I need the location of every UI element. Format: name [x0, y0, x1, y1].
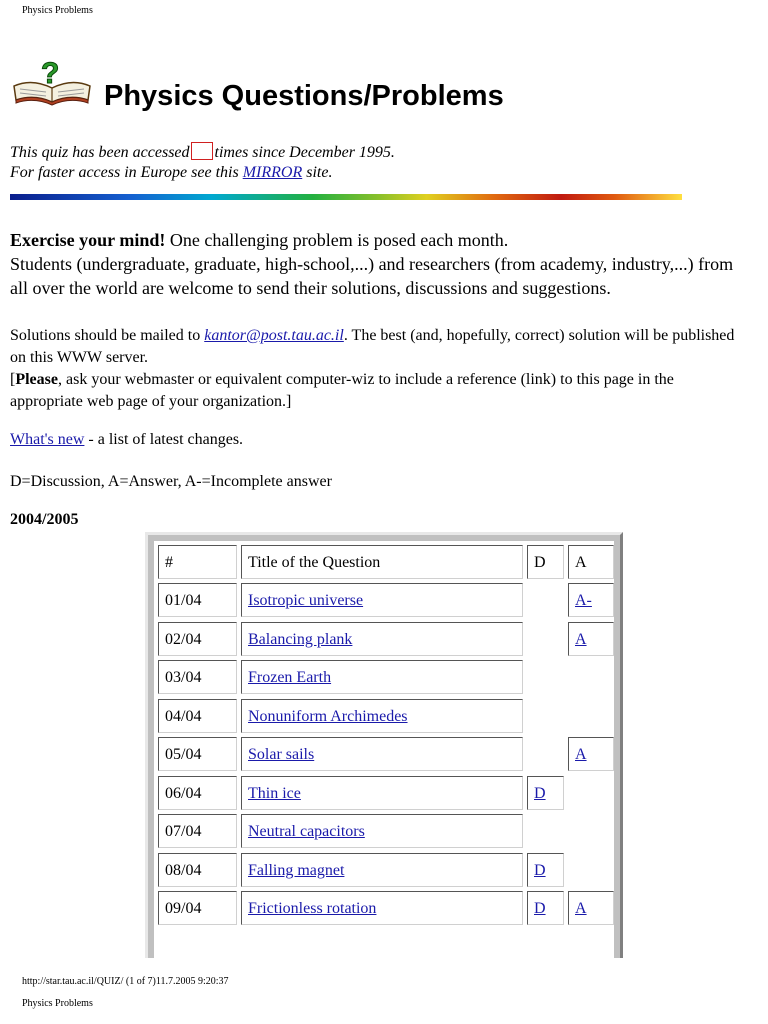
- access-suffix: times since December 1995.: [214, 144, 395, 161]
- email-link[interactable]: kantor@post.tau.ac.il: [204, 327, 344, 344]
- mail-suffix: . The best (and, hopefully, correct) solution will be published on this WWW server.: [10, 327, 735, 366]
- title-area: [10, 56, 750, 116]
- intro-paragraph: Students (undergraduate, graduate, high-school,...) and researchers (from academy, industry,...) from all over the world are welcome to send their solutions, discussions and suggestions.: [10, 254, 734, 298]
- row-title: [241, 776, 523, 810]
- row-title: [241, 699, 523, 733]
- mirror-suffix: site.: [306, 164, 333, 181]
- hit-counter-image: [191, 142, 213, 160]
- mirror-prefix: For faster access in Europe see this: [10, 164, 239, 181]
- legend-text: D=Discussion, A=Answer, A-=Incomplete answer: [10, 473, 332, 490]
- question-link[interactable]: Solar sails: [248, 746, 315, 763]
- footer-url: http://star.tau.ac.il/QUIZ/ (1 of 7)11.7.2005 9:20:37: [22, 976, 229, 987]
- please-bold: Please: [15, 371, 58, 388]
- row-answer: [568, 583, 614, 617]
- row-num: 03/04: [158, 660, 237, 694]
- intro-text: [10, 228, 750, 300]
- row-num: 01/04: [158, 583, 237, 617]
- intro-lead-bold: Exercise your mind!: [10, 230, 166, 250]
- question-link[interactable]: Falling magnet: [248, 862, 345, 879]
- whats-new-link[interactable]: What's new: [10, 431, 85, 448]
- whats-new-line: [10, 430, 243, 450]
- question-link[interactable]: Thin ice: [248, 785, 301, 802]
- answer-link[interactable]: A: [575, 746, 587, 763]
- row-num: 07/04: [158, 814, 237, 848]
- row-discussion: [527, 891, 564, 925]
- page-header: Physics Problems: [22, 5, 93, 16]
- discussion-link[interactable]: D: [534, 900, 546, 917]
- row-discussion: [527, 776, 564, 810]
- question-link[interactable]: Nonuniform Archimedes: [248, 708, 408, 725]
- whats-new-rest: - a list of latest changes.: [84, 431, 244, 448]
- year-heading: 2004/2005: [10, 511, 79, 528]
- row-discussion: [527, 853, 564, 887]
- row-num: 02/04: [158, 622, 237, 656]
- row-answer: [568, 622, 614, 656]
- row-num: 08/04: [158, 853, 237, 887]
- svg-text:?: ?: [41, 57, 60, 90]
- question-link[interactable]: Isotropic universe: [248, 592, 364, 609]
- rainbow-divider: [10, 194, 682, 200]
- intro-lead-rest: One challenging problem is posed each month.: [165, 230, 509, 250]
- header-title: Title of the Question: [241, 545, 523, 579]
- discussion-link[interactable]: D: [534, 862, 546, 879]
- row-title: [241, 660, 523, 694]
- access-prefix: This quiz has been accessed: [10, 144, 190, 161]
- row-title: [241, 622, 523, 656]
- please-rest: , ask your webmaster or equivalent computer-wiz to include a reference (link) to this page in the appropriate web page of your organization.]: [10, 371, 674, 410]
- row-num: 06/04: [158, 776, 237, 810]
- row-answer: [568, 737, 614, 771]
- row-title: [241, 814, 523, 848]
- question-book-icon: [10, 56, 94, 106]
- header-d: D: [527, 545, 564, 579]
- mirror-link[interactable]: MIRROR: [242, 164, 303, 181]
- access-info: [10, 142, 395, 183]
- row-answer: [568, 891, 614, 925]
- row-title: [241, 737, 523, 771]
- answer-link[interactable]: A-: [575, 592, 592, 609]
- mail-prefix: Solutions should be mailed to: [10, 327, 205, 344]
- row-title: [241, 583, 523, 617]
- question-link[interactable]: Neutral capacitors: [248, 823, 365, 840]
- question-link[interactable]: Frozen Earth: [248, 669, 332, 686]
- answer-link[interactable]: A: [575, 900, 587, 917]
- question-link[interactable]: Frictionless rotation: [248, 900, 377, 917]
- submission-info: Solutions should be mailed to kantor@post.tau.ac.il. The best (and, hopefully, correct) solution will be published on this WWW server. [Please, ask your webmaster or equivalent computer-wiz to include a reference (link) to this page in the appropriate web page of your organization.]: [10, 327, 735, 410]
- row-title: [241, 853, 523, 887]
- page-title: Physics Questions/Problems: [104, 80, 504, 112]
- row-title: [241, 891, 523, 925]
- question-link[interactable]: Balancing plank: [248, 631, 353, 648]
- questions-table: [145, 532, 623, 958]
- discussion-link[interactable]: D: [534, 785, 546, 802]
- header-num: #: [158, 545, 237, 579]
- header-a: A: [568, 545, 614, 579]
- answer-link[interactable]: A: [575, 631, 587, 648]
- row-num: 05/04: [158, 737, 237, 771]
- row-num: 04/04: [158, 699, 237, 733]
- row-num: 09/04: [158, 891, 237, 925]
- page-header-next: Physics Problems: [22, 998, 93, 1009]
